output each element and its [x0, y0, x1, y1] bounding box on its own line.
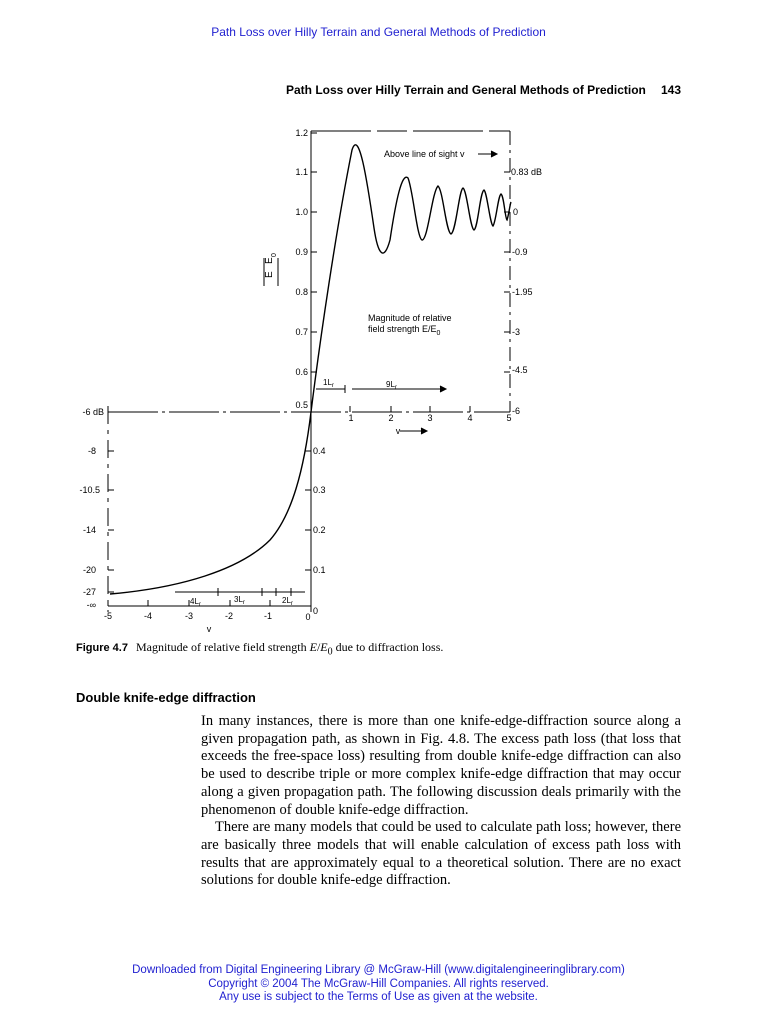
tick-0-1: 0.1: [313, 565, 326, 575]
db-right-6: -6: [512, 406, 521, 416]
x-tick-neg2: -2: [224, 611, 234, 621]
x-tick-neg3: -3: [184, 611, 194, 621]
caption-label: Figure 4.7: [76, 642, 128, 654]
y-axis-label: [264, 253, 278, 278]
figure-caption: Figure 4.7 Magnitude of relative field strength $E/E_0$ due to diffraction loss.: [76, 640, 444, 658]
x-tick-neg5: -5: [103, 611, 113, 621]
db-left-8: -8: [87, 446, 96, 456]
svg-text:1Lr: $1L_r$: [323, 378, 334, 389]
x-tick-2: 2: [388, 413, 394, 423]
above-line-of-sight-label: Above line of sight v: [384, 149, 465, 159]
footer-copyright: Copyright © 2004 The McGraw-Hill Companies. All rights reserved.: [208, 977, 549, 990]
footer: [0, 964, 757, 1005]
tick-0-8: 0.8: [295, 287, 308, 297]
db-left-20: -20: [82, 565, 96, 575]
x-tick-4: 4: [467, 413, 473, 423]
x-axis-label-neg: v: [206, 624, 212, 634]
db-left-10-5: -10.5: [79, 485, 100, 495]
paragraph: There are many models that could be used to calculate path loss; however, there are basically three models that will enable calculation of excess path loss with results that are approximately equal to a theoretical solution. There are no exact solutions for double knife-edge diffraction.: [201, 819, 681, 889]
footer-terms[interactable]: Any use is subject to the Terms of Use as given at the website.: [219, 991, 538, 1003]
svg-text:3Lr: $3L_r$: [234, 595, 245, 606]
svg-text:E: E: [264, 257, 275, 264]
tick-0-4: 0.4: [313, 446, 326, 456]
x-tick-5: 5: [506, 413, 512, 423]
x-tick-3: 3: [427, 413, 433, 423]
tick-0-7: 0.7: [295, 327, 308, 337]
tick-0-3: 0.3: [313, 485, 326, 495]
tick-1-0: 1.0: [295, 207, 308, 217]
x-tick-zero: 0: [305, 612, 311, 622]
tick-0-2: 0.2: [313, 525, 326, 535]
magnitude-label-line2: field strength $E/E_0$: [368, 324, 441, 337]
db-left-14: -14: [82, 525, 96, 535]
db-right-0-9: -0.9: [512, 247, 528, 257]
db-right-3: -3: [512, 327, 521, 337]
page-number: 143: [660, 83, 681, 97]
db-left-inf: -∞: [86, 600, 96, 610]
body-text: [201, 713, 681, 890]
x-tick-neg4: -4: [143, 611, 153, 621]
svg-text:4Lr: $4L_r$: [190, 597, 201, 608]
svg-text:2Lr: $2L_r$: [282, 596, 293, 607]
header-source-link[interactable]: Path Loss over Hilly Terrain and General Methods of Prediction: [211, 25, 546, 39]
svg-text:9Lr: $9L_r$: [386, 380, 397, 391]
tick-0: 0: [313, 606, 319, 616]
tick-1-1: 1.1: [295, 167, 308, 177]
svg-text:E: E: [264, 271, 275, 278]
db-right-0: 0: [513, 207, 519, 217]
tick-0-5: 0.5: [295, 400, 308, 410]
footer-download-link[interactable]: Downloaded from Digital Engineering Library @ McGraw-Hill (www.digitalengineeringlibrary.com): [132, 964, 625, 976]
x-axis-label-pos: v: [395, 426, 401, 436]
running-head-title: Path Loss over Hilly Terrain and General Methods of Prediction: [286, 83, 646, 97]
db-left-27: -27: [82, 587, 96, 597]
paragraph: In many instances, there is more than one knife-edge-diffraction source along a given propagation path, as shown in Fig. 4.8. The excess path loss (that loss that exceeds the free-space loss) resulting from double knife-edge diffraction can also be used to describe triple or more complex knife-edge diffraction that may occur along a given propagation path. The following discussion deals primarily with the phenomenon of double knife-edge diffraction.: [201, 713, 681, 818]
db-right-1-95: -1.95: [512, 287, 533, 297]
section-heading: Double knife-edge diffraction: [76, 690, 256, 705]
x-tick-1: 1: [348, 413, 354, 423]
magnitude-label-line1: Magnitude of relative: [368, 313, 452, 323]
db-right-4-5: -4.5: [512, 365, 528, 375]
x-tick-neg1: -1: [263, 611, 273, 621]
tick-1-2: 1.2: [295, 128, 308, 138]
tick-0-9: 0.9: [295, 247, 308, 257]
svg-text:0: 0: [271, 253, 278, 257]
db-right-0-83: 0.83 dB: [511, 167, 543, 177]
tick-0-6: 0.6: [295, 367, 308, 377]
db-left-6: -6 dB: [82, 407, 104, 417]
